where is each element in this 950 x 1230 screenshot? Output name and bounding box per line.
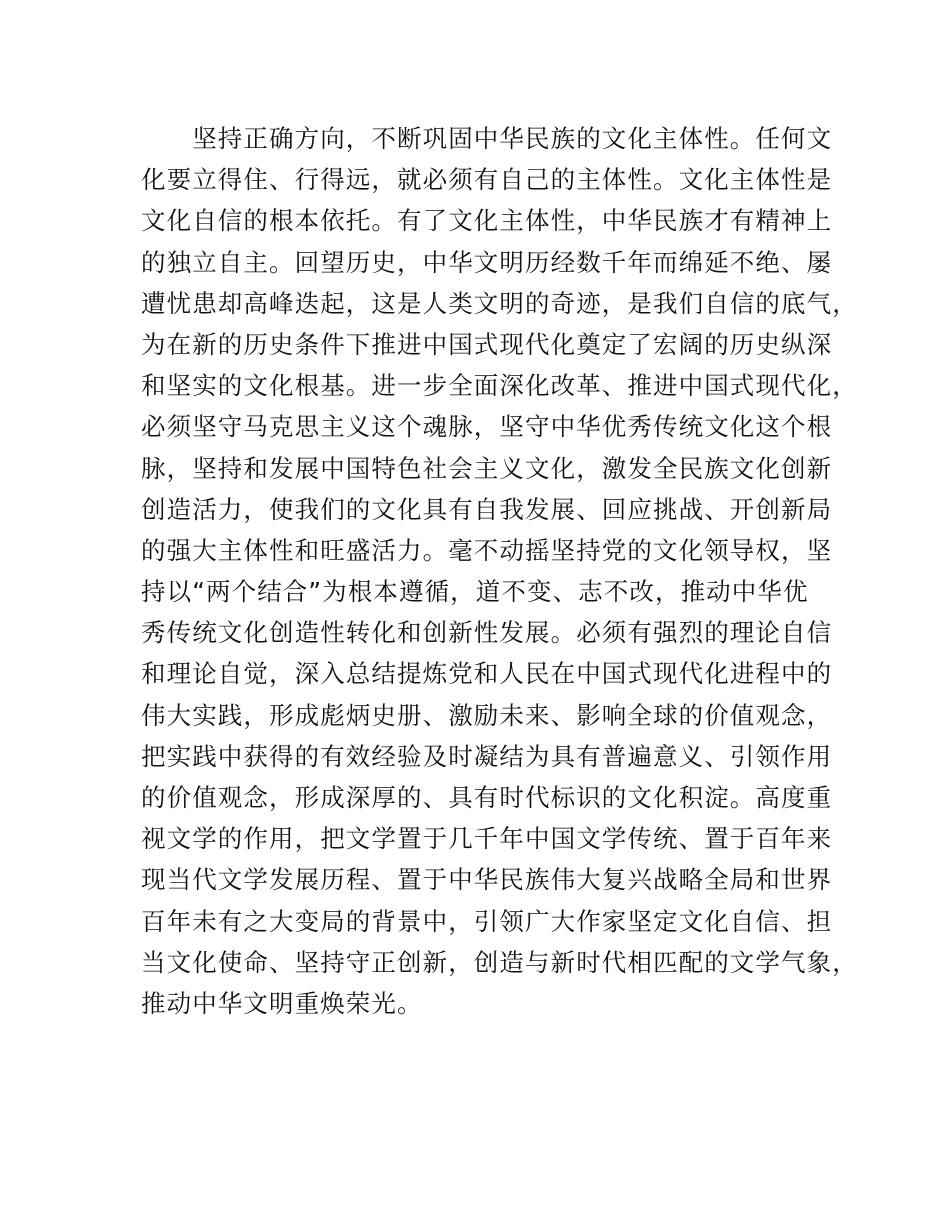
text-line: 坚持正确方向，不断巩固中华民族的文化主体性。任何文 bbox=[141, 124, 833, 153]
text-line: 的独立自主。回望历史，中华文明历经数千年而绵延不绝、屡 bbox=[141, 247, 833, 277]
text-line: 文化自信的根本依托。有了文化主体性，中华民族才有精神上 bbox=[141, 206, 833, 236]
text-line: 创造活力，使我们的文化具有自我发展、回应挑战、开创新局 bbox=[141, 494, 833, 524]
body-paragraph bbox=[141, 118, 858, 1024]
text-line: 现当代文学发展历程、置于中华民族伟大复兴战略全局和世界 bbox=[141, 865, 833, 895]
text-line: 把实践中获得的有效经验及时凝结为具有普遍意义、引领作用 bbox=[141, 741, 833, 771]
text-line: 百年未有之大变局的背景中，引领广大作家坚定文化自信、担 bbox=[141, 906, 833, 936]
text-line: 持以“两个结合”为根本遵循，道不变、志不改，推动中华优 bbox=[141, 577, 809, 607]
text-line: 当文化使命、坚持守正创新，创造与新时代相匹配的文学气象， bbox=[141, 947, 858, 977]
text-line: 的强大主体性和旺盛活力。毫不动摇坚持党的文化领导权，坚 bbox=[141, 535, 833, 565]
document-page bbox=[141, 118, 858, 1024]
text-line: 脉，坚持和发展中国特色社会主义文化，激发全民族文化创新 bbox=[141, 453, 833, 483]
text-line: 和理论自觉，深入总结提炼党和人民在中国式现代化进程中的 bbox=[141, 659, 833, 689]
text-line: 为在新的历史条件下推进中国式现代化奠定了宏阔的历史纵深 bbox=[141, 329, 833, 359]
text-line: 视文学的作用，把文学置于几千年中国文学传统、置于百年来 bbox=[141, 824, 833, 854]
text-line: 遭忧患却高峰迭起，这是人类文明的奇迹，是我们自信的底气， bbox=[141, 288, 858, 318]
text-line: 的价值观念，形成深厚的、具有时代标识的文化积淀。高度重 bbox=[141, 783, 833, 812]
text-line: 化要立得住、行得远，就必须有自己的主体性。文化主体性是 bbox=[141, 165, 833, 195]
text-line: 秀传统文化创造性转化和创新性发展。必须有强烈的理论自信 bbox=[141, 618, 833, 648]
text-line: 伟大实践，形成彪炳史册、激励未来、影响全球的价值观念， bbox=[141, 700, 833, 730]
text-line: 推动中华文明重焕荣光。 bbox=[141, 988, 423, 1018]
text-line: 和坚实的文化根基。进一步全面深化改革、推进中国式现代化， bbox=[141, 371, 858, 401]
text-line: 必须坚守马克思主义这个魂脉，坚守中华优秀传统文化这个根 bbox=[141, 412, 833, 442]
